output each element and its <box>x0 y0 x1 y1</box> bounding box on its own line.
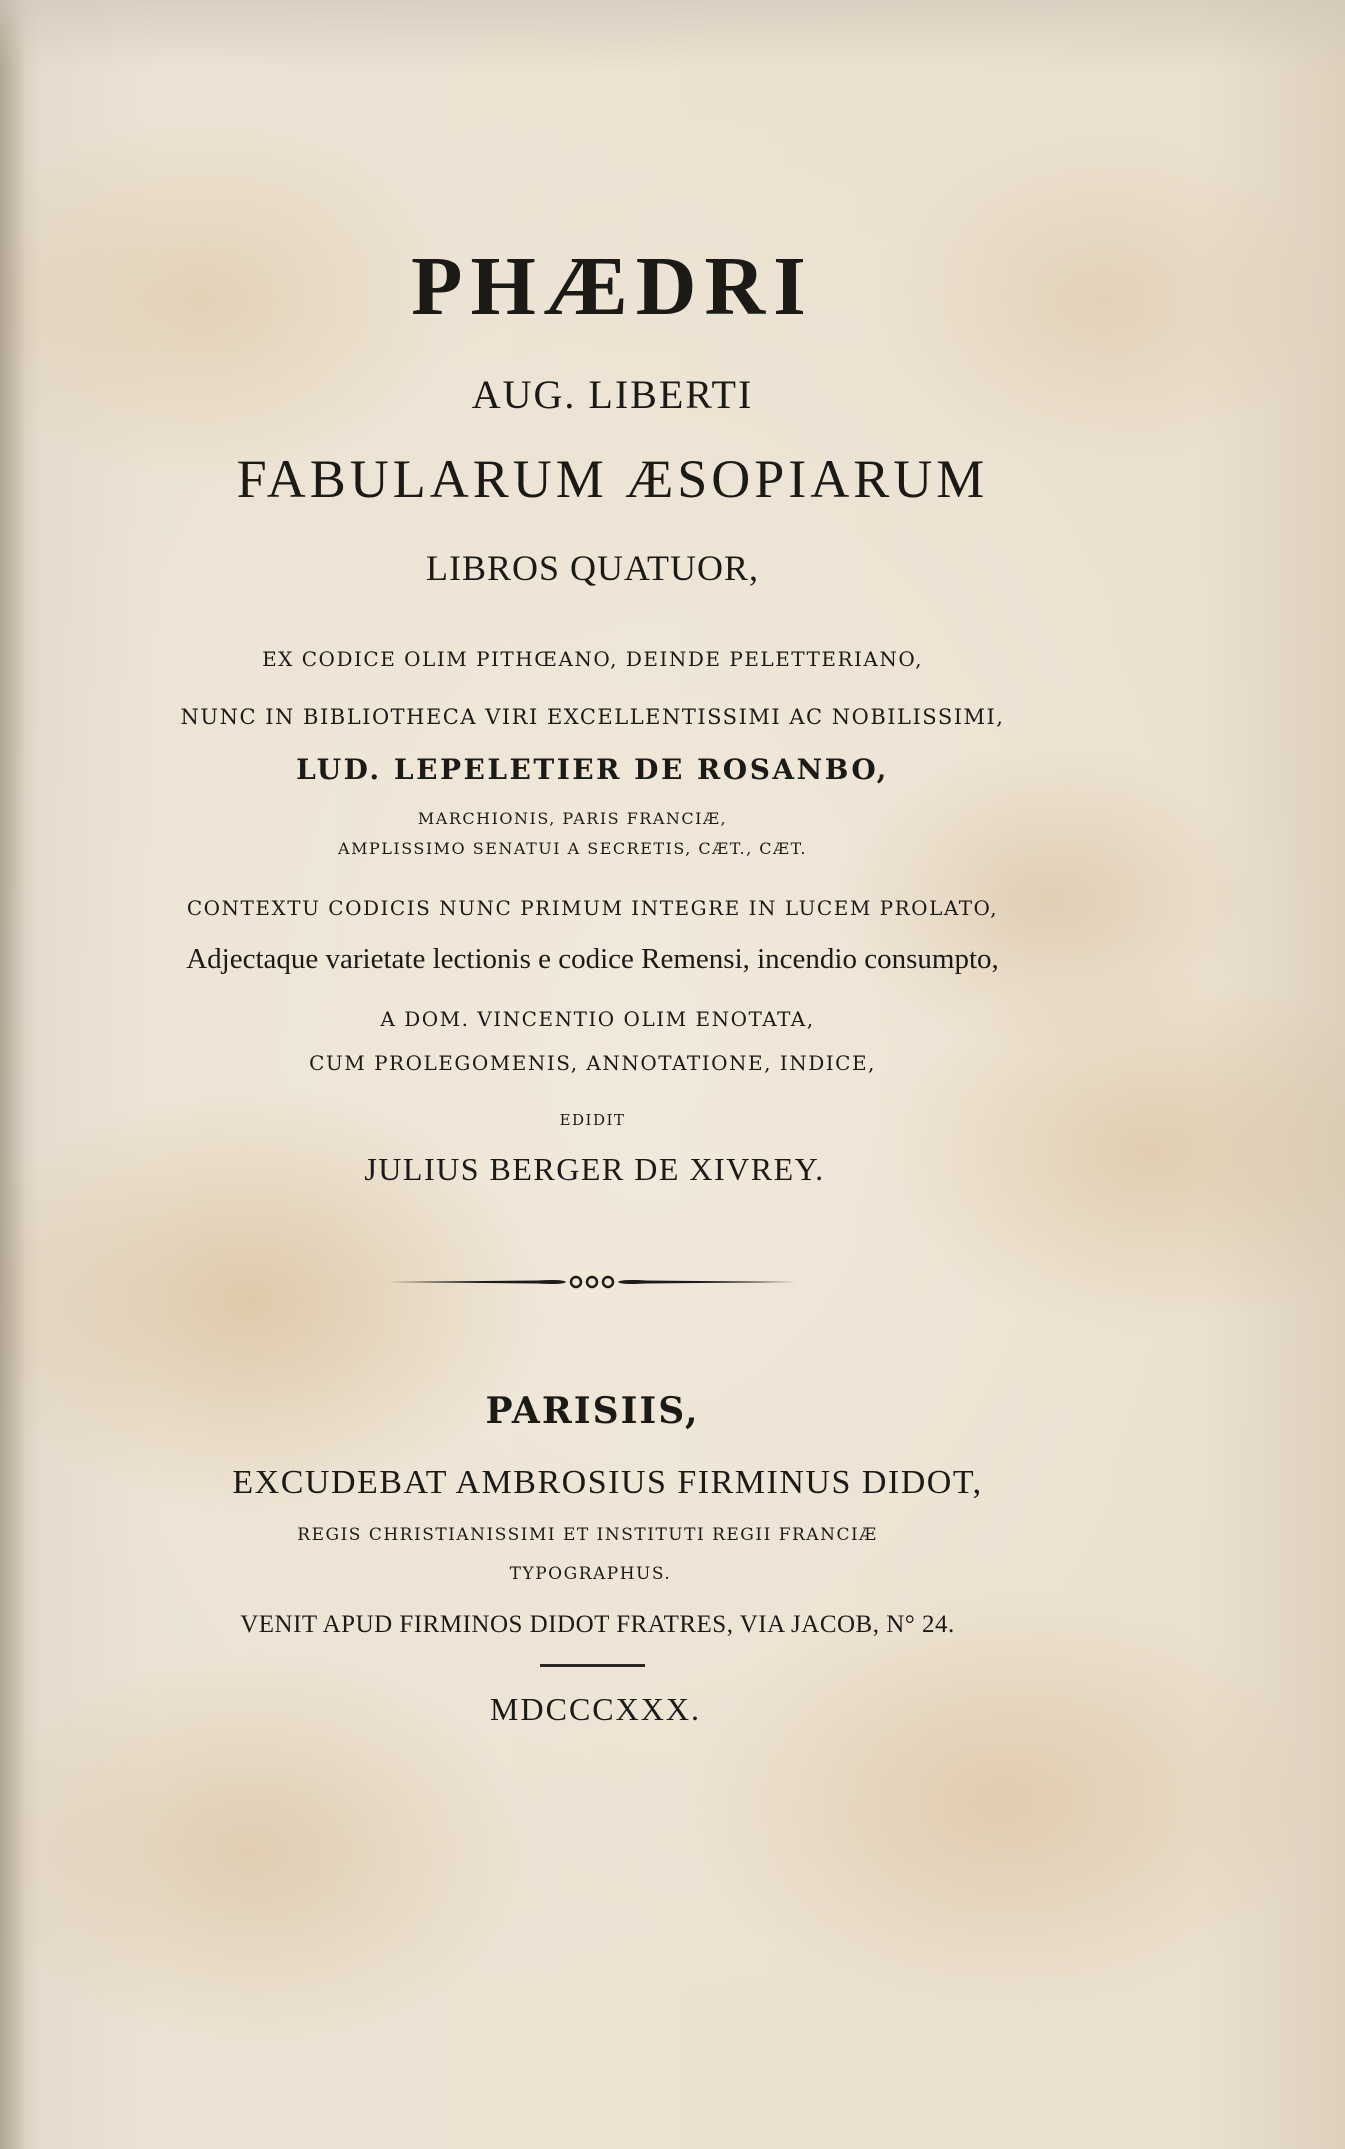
cum-line: CUM PROLEGOMENIS, ANNOTATIONE, INDICE, <box>309 1051 876 1075</box>
imprint-printer-title: REGIS CHRISTIANISSIMI ET INSTITUTI REGII FRANCIÆ <box>297 1525 878 1545</box>
library-line: NUNC IN BIBLIOTHECA VIRI EXCELLENTISSIMI AC NOBILISSIMI, <box>180 705 1005 729</box>
imprint-printer: EXCUDEBAT AMBROSIUS FIRMINUS DIDOT, <box>232 1464 983 1501</box>
owner-title-1: MARCHIONIS, PARIS FRANCIÆ, <box>417 809 728 828</box>
adjecta-line: Adjectaque varietate lectionis e codice Remensi, incendio consumpto, <box>186 943 999 975</box>
work-title: FABULARUM ÆSOPIARUM <box>236 449 989 509</box>
page-top-edge <box>0 0 1345 70</box>
imprint-sale-line: VENIT APUD FIRMINOS DIDOT FRATRES, VIA JACOB, N° 24. <box>240 1611 955 1638</box>
contextu-line: CONTEXTU CODICIS NUNC PRIMUM INTEGRE IN LUCEM PROLATO, <box>186 896 999 920</box>
imprint-city: PARISIIS, <box>485 1390 700 1432</box>
edidit-label: EDIDIT <box>559 1111 626 1129</box>
source-line: EX CODICE OLIM PITHŒANO, DEINDE PELETTERIANO, <box>262 647 923 671</box>
dom-line: A DOM. VINCENTIO OLIM ENOTATA, <box>380 1007 815 1031</box>
book-title: PHÆDRI <box>411 240 814 333</box>
short-divider <box>540 1664 645 1667</box>
book-subtitle: AUG. LIBERTI <box>471 372 754 417</box>
imprint-year: MDCCCXXX. <box>490 1691 701 1727</box>
editor-name: JULIUS BERGER DE XIVREY. <box>364 1151 825 1187</box>
imprint-printer-role: TYPOGRAPHUS. <box>509 1564 672 1584</box>
owner-title-2: AMPLISSIMO SENATUI A SECRETIS, CÆT., CÆT. <box>338 839 807 858</box>
ornament-rule-icon <box>388 1270 796 1294</box>
owner-name: LUD. LEPELETIER DE ROSANBO, <box>296 753 889 786</box>
books-count: LIBROS QUATUOR, <box>425 548 760 588</box>
